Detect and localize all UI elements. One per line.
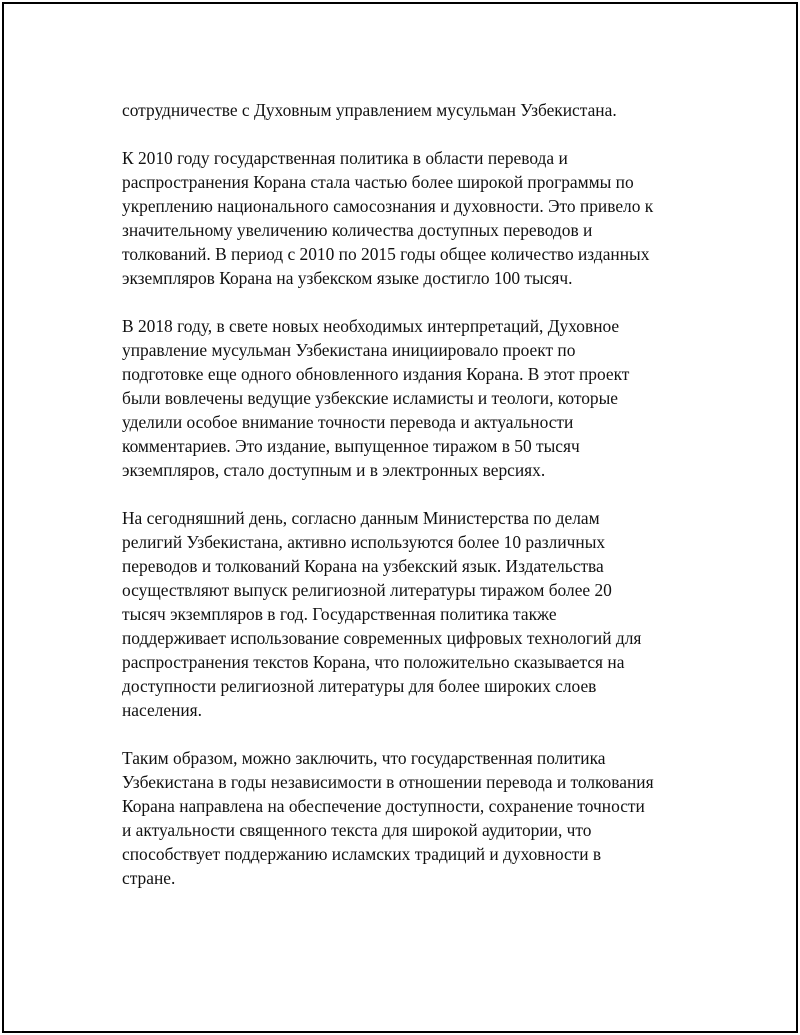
text-line: толкований. В период с 2010 по 2015 годы общее количество изданных (122, 244, 650, 264)
page-frame (2, 2, 798, 1033)
text-line: В 2018 году, в свете новых необходимых интерпретаций, Духовное (122, 316, 620, 336)
text-line: К 2010 году государственная политика в области перевода и (122, 148, 568, 168)
text-line: тысяч экземпляров в год. Государственная политика также (122, 604, 557, 624)
text-line: экземпляров, стало доступным и в электронных версиях. (122, 460, 546, 480)
text-line: комментариев. Это издание, выпущенное тиражом в 50 тысяч (122, 436, 580, 456)
text-line: распространения Корана стала частью более широкой программы по (122, 172, 634, 192)
text-line: поддерживает использование современных цифровых технологий для (122, 628, 642, 648)
text-line: распространения текстов Корана, что положительно сказывается на (122, 652, 625, 672)
text-line: управление мусульман Узбекистана инициировало проект по (122, 340, 576, 360)
text-line: населения. (122, 700, 203, 720)
text-line: Узбекистана в годы независимости в отношении перевода и толкования (122, 772, 654, 792)
text-line: экземпляров Корана на узбекском языке достигло 100 тысяч. (122, 268, 573, 288)
text-line: способствует поддержанию исламских традиций и духовности в (122, 844, 602, 864)
text-line: стране. (122, 868, 176, 888)
text-line: значительному увеличению количества доступных переводов и (122, 220, 593, 240)
paragraph-5 (122, 746, 742, 890)
text-line: На сегодняшний день, согласно данным Министерства по делам (122, 508, 600, 528)
text-line: доступности религиозной литературы для более широких слоев (122, 676, 597, 696)
paragraph-2 (122, 146, 742, 290)
text-line: уделили особое внимание точности перевода и актуальности (122, 412, 574, 432)
text-line: и актуальности священного текста для широкой аудитории, что (122, 820, 592, 840)
text-line: осуществляют выпуск религиозной литературы тиражом более 20 (122, 580, 612, 600)
paragraph-1 (122, 98, 742, 122)
text-line: подготовке еще одного обновленного издания Корана. В этот проект (122, 364, 630, 384)
text-line: переводов и толкований Корана на узбекский язык. Издательства (122, 556, 604, 576)
paragraph-4 (122, 506, 742, 722)
text-line: укреплению национального самосознания и духовности. Это привело к (122, 196, 654, 216)
text-line: были вовлечены ведущие узбекские исламисты и теологи, которые (122, 388, 618, 408)
text-line: религий Узбекистана, активно используются более 10 различных (122, 532, 606, 552)
paragraph-3 (122, 314, 742, 482)
document-body (122, 98, 742, 914)
text-line: Таким образом, можно заключить, что государственная политика (122, 748, 606, 768)
text-line: Корана направлена на обеспечение доступности, сохранение точности (122, 796, 645, 816)
text-line: сотрудничестве с Духовным управлением мусульман Узбекистана. (122, 100, 617, 120)
